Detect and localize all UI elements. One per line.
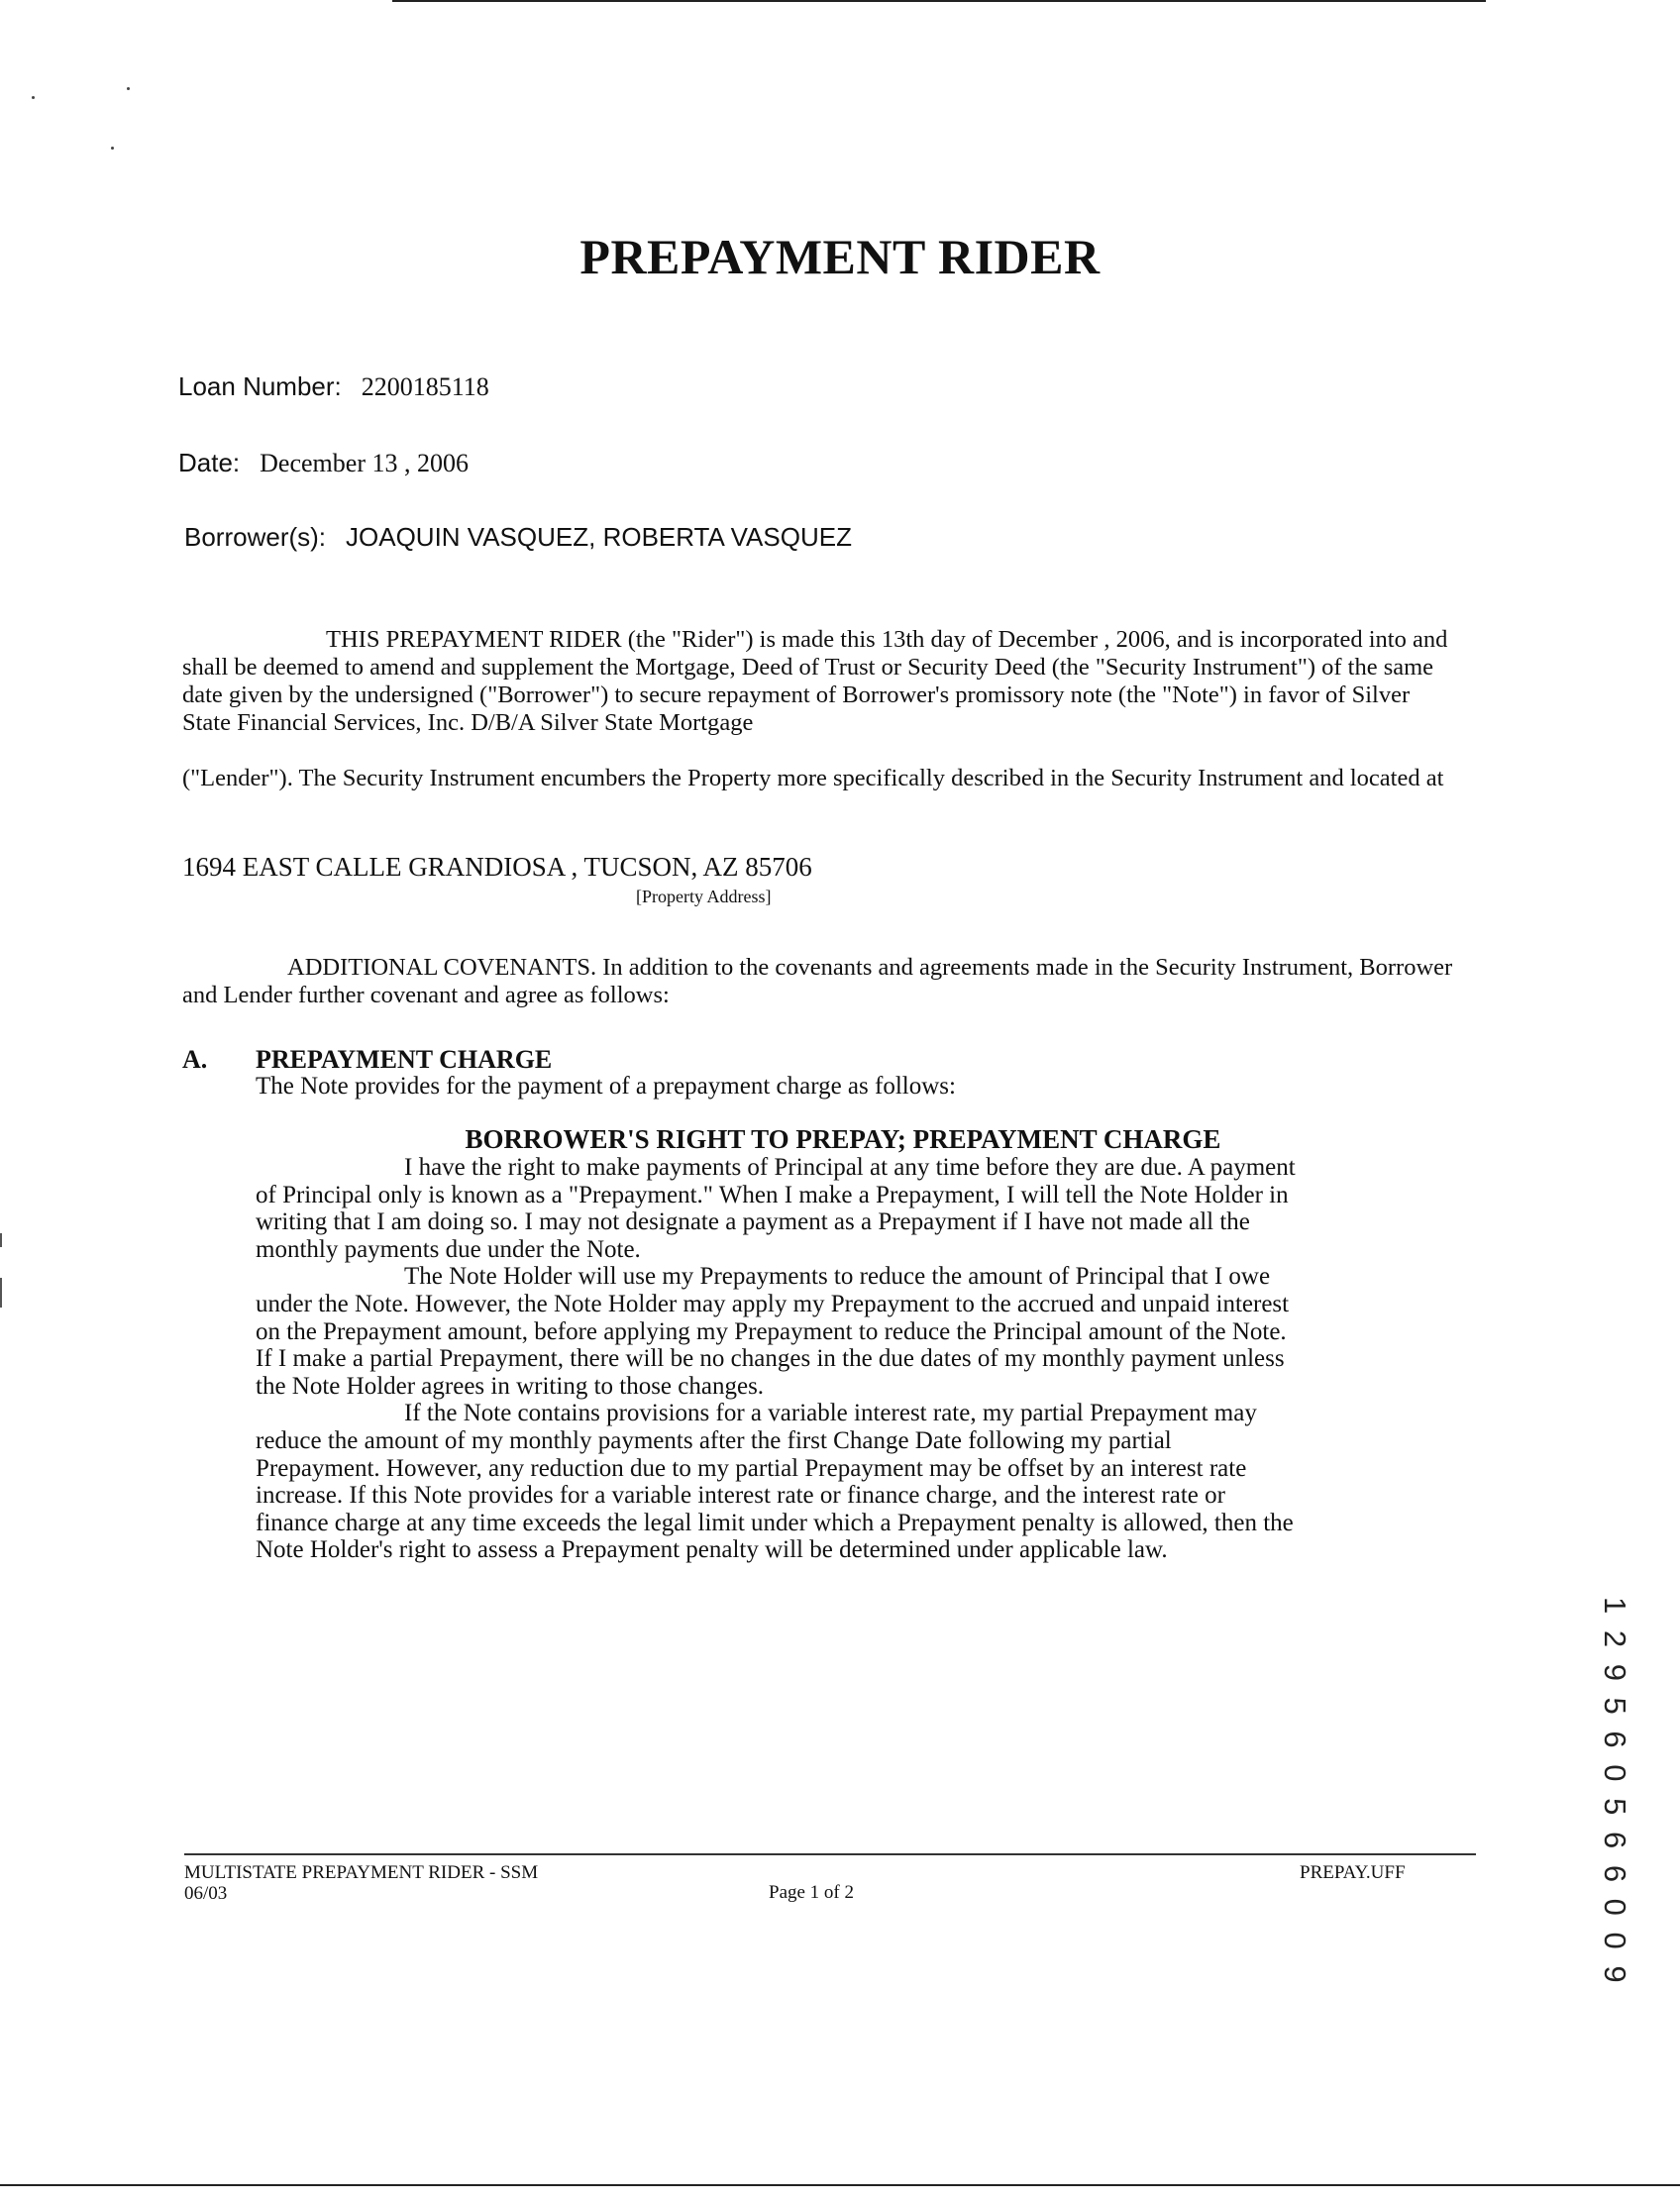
prepay-right-body [256,1154,1296,1564]
loan-number-field [178,371,489,402]
lender-paragraph [182,765,1462,792]
borrowers-value: JOAQUIN VASQUEZ, ROBERTA VASQUEZ [346,522,852,552]
lender-text: ("Lender"). The Security Instrument encumbers the Property more specifically described in the Security Instrument and located at [182,765,1444,791]
document-title: PREPAYMENT RIDER [579,229,1101,284]
scan-margin-mark [0,1278,2,1308]
scan-speck [111,147,114,150]
prepay-paragraph-3: If the Note contains provisions for a variable interest rate, my partial Prepayment may reduce the amount of my monthly payments after the first Change Date following my partial Prepayment. However, any reduction due to my partial Prepayment may be offset by an interest rate increase. If this Note provides for a variable interest rate or finance charge, and the interest rate or finance charge at any time exceeds the legal limit under which a Prepayment penalty is allowed, then the Note Holder's right to assess a Prepayment penalty will be determined under applicable law. [256,1400,1294,1564]
section-a-intro: The Note provides for the payment of a prepayment charge as follows: [256,1073,956,1100]
borrowers-label: Borrower(s): [184,522,327,552]
footer-page-number: Page 1 of 2 [769,1882,855,1903]
prepay-right-heading: BORROWER'S RIGHT TO PREPAY; PREPAYMENT CHARGE [465,1124,1221,1154]
bottom-edge-rule [0,2184,1680,2186]
property-address-caption: [Property Address] [636,887,772,906]
top-edge-rule [392,0,1486,2]
date-field [178,448,469,478]
additional-covenants-text: ADDITIONAL COVENANTS. In addition to the covenants and agreements made in the Security Instrument, Borrower and Lender further covenant and agree as follows: [182,954,1453,1008]
rider-intro-paragraph [182,626,1462,737]
footer-rule [184,1853,1476,1855]
scan-speck [32,96,35,99]
scan-speck [127,87,130,90]
prepay-paragraph-1: I have the right to make payments of Principal at any time before they are due. A payment of Principal only is known as a "Prepayment." When I make a Prepayment, I will tell the Note Holder in writing that I am doing so. I may not designate a payment as a Prepayment if I have not made all the monthly payments due under the Note. [256,1154,1296,1263]
property-address: 1694 EAST CALLE GRANDIOSA , TUCSON, AZ 85706 [182,852,812,882]
footer-form-date: 06/03 [184,1883,228,1904]
additional-covenants-paragraph [182,954,1462,1009]
section-a-letter: A. [182,1045,208,1074]
section-a-title: PREPAYMENT CHARGE [256,1045,553,1074]
footer-file-name: PREPAY.UFF [1300,1862,1406,1883]
scan-margin-mark [0,1233,2,1247]
date-value: December 13 , 2006 [260,449,469,477]
loan-number-label: Loan Number: [178,371,342,401]
bates-stamp: 1 2 9 5 6 0 5 6 6 0 0 9 [1598,1597,1632,1987]
loan-number-value: 2200185118 [361,372,489,401]
rider-intro-text: THIS PREPAYMENT RIDER (the "Rider") is made this 13th day of December , 2006, and is incorporated into and shall be deemed to amend and supplement the Mortgage, Deed of Trust or Security Deed (the "Security Instrument") of the same date given by the undersigned ("Borrower") to secure repayment of Borrower's promissory note (the "Note") in favor of Silver State Financial Services, Inc. D/B/A Silver State Mortgage [182,626,1448,736]
footer-form-name: MULTISTATE PREPAYMENT RIDER - SSM [184,1862,539,1883]
date-label: Date: [178,448,241,477]
borrowers-field [184,522,852,553]
prepay-paragraph-2: The Note Holder will use my Prepayments to reduce the amount of Principal that I owe under the Note. However, the Note Holder may apply my Prepayment to the accrued and unpaid interest on the Prepayment amount, before applying my Prepayment to reduce the Principal amount of the Note. If I make a partial Prepayment, there will be no changes in the due dates of my monthly payment unless the Note Holder agrees in writing to those changes. [256,1263,1290,1400]
